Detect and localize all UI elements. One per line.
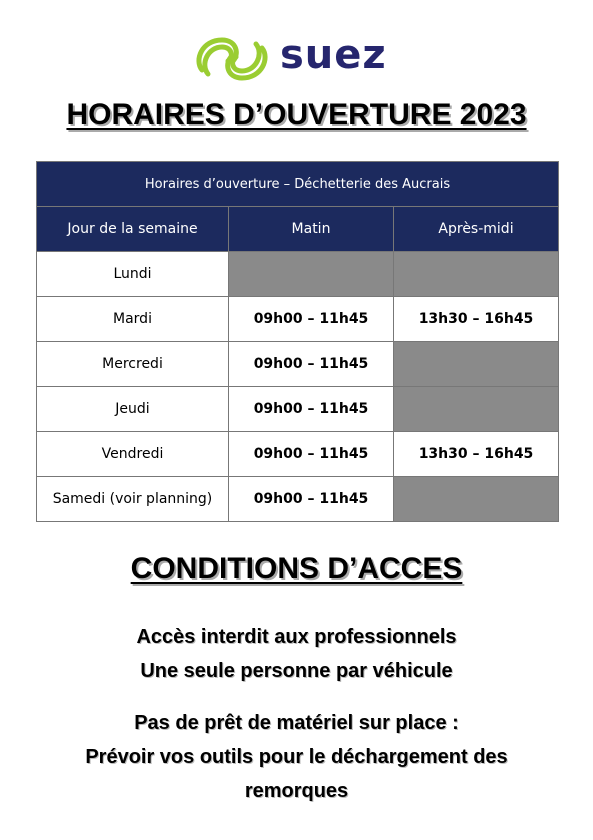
suez-swirl-icon [192, 30, 272, 88]
table-caption: Horaires d’ouverture – Déchetterie des Aucrais [37, 162, 559, 207]
day-cell: Mardi [37, 297, 229, 342]
morning-cell: 09h00 – 11h45 [229, 387, 394, 432]
morning-closed-cell [229, 252, 394, 297]
brand-name: suez [280, 32, 387, 78]
morning-cell: 09h00 – 11h45 [229, 432, 394, 477]
afternoon-cell: 13h30 – 16h45 [394, 297, 559, 342]
condition-line: Pas de prêt de matériel sur place : [134, 712, 459, 734]
table-row [37, 432, 559, 477]
afternoon-cell: 13h30 – 16h45 [394, 432, 559, 477]
header-afternoon: Après-midi [394, 207, 559, 252]
afternoon-closed-cell [394, 477, 559, 522]
day-cell: Lundi [37, 252, 229, 297]
condition-line: remorques [244, 780, 349, 802]
condition-line: Prévoir vos outils pour le déchargement des [85, 746, 508, 768]
table-row [37, 342, 559, 387]
schedule-table [36, 161, 559, 522]
page-title: HORAIRES D’OUVERTURE 2023 [66, 98, 527, 131]
table-row [37, 252, 559, 297]
afternoon-closed-cell [394, 252, 559, 297]
header-morning: Matin [229, 207, 394, 252]
condition-line: Accès interdit aux professionnels [136, 626, 457, 648]
table-row [37, 297, 559, 342]
table-row [37, 387, 559, 432]
header-day: Jour de la semaine [37, 207, 229, 252]
morning-cell: 09h00 – 11h45 [229, 342, 394, 387]
conditions-block-2 [0, 706, 593, 808]
morning-cell: 09h00 – 11h45 [229, 297, 394, 342]
suez-logo [192, 30, 412, 88]
day-cell: Mercredi [37, 342, 229, 387]
day-cell: Vendredi [37, 432, 229, 477]
day-cell: Samedi (voir planning) [37, 477, 229, 522]
conditions-title: CONDITIONS D’ACCES [130, 552, 463, 585]
day-cell: Jeudi [37, 387, 229, 432]
condition-line: Une seule personne par véhicule [140, 660, 453, 682]
conditions-block-1 [0, 620, 593, 688]
morning-cell: 09h00 – 11h45 [229, 477, 394, 522]
table-row [37, 477, 559, 522]
afternoon-closed-cell [394, 387, 559, 432]
afternoon-closed-cell [394, 342, 559, 387]
